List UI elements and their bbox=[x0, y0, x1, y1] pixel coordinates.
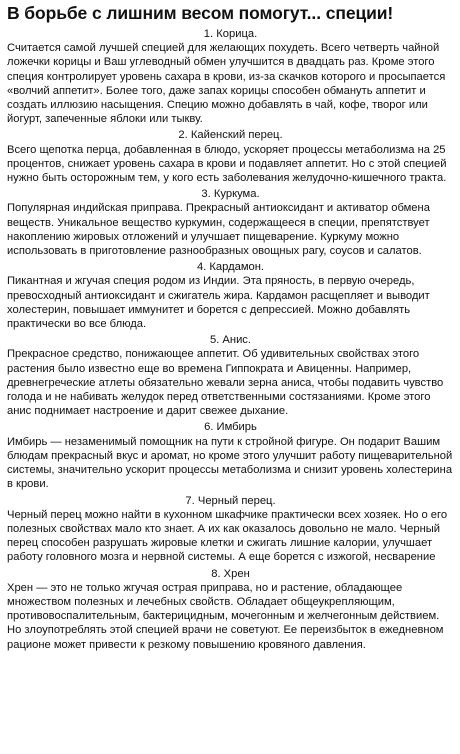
section-body-ginger: Имбирь — незаменимый помощник на пути к стройной фигуре. Он подарит Вашим блюдам прекрасный вкус и аромат, но кроме этого улучшит работу пищеварительной системы, значительно ускорит процессы метаболизма и снизит уровень холестерина в крови. bbox=[7, 435, 453, 491]
section-body-cardamom: Пикантная и жгучая специя родом из Индии. Эта пряность, в первую очередь, превосходный антиоксидант и сжигатель жира. Кардамон расщепляет и выводит холестерин, повышает иммунитет и борется с депрессией. Можно добавлять практически во все блюда. bbox=[7, 275, 430, 331]
section-heading-anise: 5. Анис. bbox=[209, 334, 252, 347]
section-heading-cinnamon: 1. Корица. bbox=[203, 28, 258, 40]
section-body-cinnamon: Считается самой лучшей специей для желающих похудеть. Всего четверть чайной ложечки корицы и Ваш углеводный обмен улучшится в двадцать раз. Кроме этого специя контролирует уровень сахара в крови, из-за скачков которого и просыпается «волчий аппетит». Более того, даже запах корицы способен обмануть аппетит и создать иллюзию насыщения. Специю можно добавлять в чай, кофе, творог или йогурт, запеченные яблоки или тыкву. bbox=[7, 42, 446, 126]
section-heading-turmeric: 3. Куркума. bbox=[201, 188, 260, 201]
section-body-cayenne: Всего щепотка перца, добавленная в блюдо, ускоряет процессы метаболизма на 25 процентов, снижает уровень сахара в крови и подавляет аппетит. Но с этой специей нужно быть осторожным тем, у кого есть заболевания желудочно-кишечного тракта. bbox=[7, 143, 447, 185]
section-heading-horseradish: 8. Хрен bbox=[211, 567, 250, 580]
section-heading-ginger: 6. Имбирь bbox=[204, 421, 257, 434]
section-body-black-pepper: Черный перец можно найти в кухонном шкафчике практически всех хозяек. Но о его полезных свойствах мало кто знает. А их как оказалось довольно не мало. Черный перец способен разрушать жировые клетки и сжигать лишние калории, улучшает работу головного мозга и нервной системы. А еще борется с изжогой, несварение bbox=[7, 508, 448, 564]
section-body-turmeric: Популярная индийская приправа. Прекрасный антиоксидант и активатор обмена веществ. Уникальное вещество куркумин, содержащееся в специи, препятствует накоплению жировых отложений и улучшает пищеварение. Куркуму можно использовать в приготовление разнообразных овощных рагу, соусов и салатов. bbox=[7, 202, 430, 258]
section-heading-cardamom: 4. Кардамон. bbox=[196, 261, 265, 274]
section-body-anise: Прекрасное средство, понижающее аппетит. Об удивительных свойствах этого растения было известно еще во времена Гиппократа и Авиценны. Например, древнегреческие атлеты обязательно жевали зерна аниса, чтобы подавить чувство голода и не набивать желудок перед ответственными состязаниями. Кроме этого анис поднимает настроение и дарит свежее дыхание. bbox=[7, 348, 444, 418]
article-title: В борьбе с лишним весом помогут... специи! bbox=[7, 3, 394, 23]
section-heading-black-pepper: 7. Черный перец. bbox=[185, 494, 276, 507]
section-body-horseradish: Хрен — это не только жгучая острая приправа, но и растение, обладающее множеством полезных и лечебных свойств. Обладает общеукрепляющим, противовоспалительным, бактерицидным, мочегонным и желчегонным действием. Но злоупотреблять этой специей врачи не советуют. Ее переизбыток в ежедневном рационе может привести к резкому повышению кровяного давления. bbox=[7, 581, 444, 651]
section-heading-cayenne: 2. Кайенский перец. bbox=[178, 129, 283, 142]
